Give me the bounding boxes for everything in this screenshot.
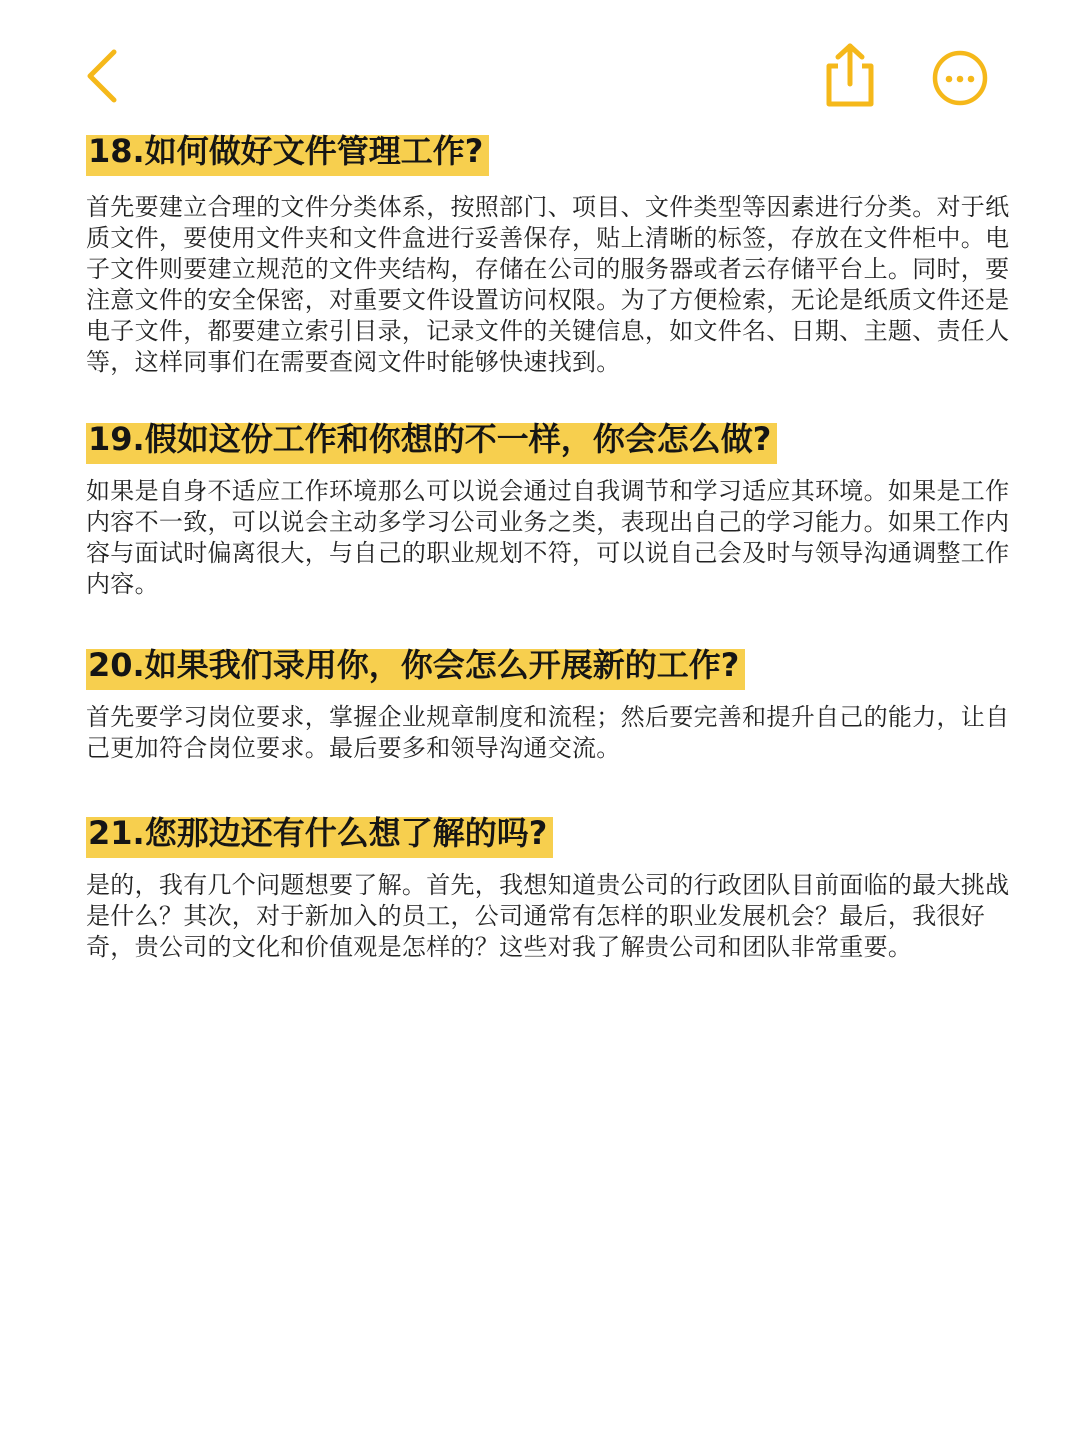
more-horizontal-icon <box>928 46 992 110</box>
article-content <box>86 126 1026 963</box>
question-title: 21.您那边还有什么想了解的吗? <box>86 808 553 858</box>
question-title: 20.如果我们录用你，你会怎么开展新的工作? <box>86 640 745 690</box>
qa-section-18 <box>86 126 1026 378</box>
chevron-left-icon <box>80 44 136 108</box>
answer-text: 首先要学习岗位要求，掌握企业规章制度和流程；然后要完善和提升自己的能力，让自己更加符合岗位要求。最后要多和领导沟通交流。 <box>86 703 1010 762</box>
more-button[interactable] <box>928 46 992 110</box>
qa-section-19 <box>86 414 1026 600</box>
question-title: 18.如何做好文件管理工作? <box>86 126 489 176</box>
top-bar <box>0 0 1080 140</box>
qa-section-21 <box>86 808 1026 963</box>
share-button[interactable] <box>818 40 882 112</box>
question-title: 19.假如这份工作和你想的不一样，你会怎么做? <box>86 414 777 464</box>
qa-section-20 <box>86 640 1026 764</box>
answer-text: 是的，我有几个问题想要了解。首先，我想知道贵公司的行政团队目前面临的最大挑战是什么？其次，对于新加入的员工，公司通常有怎样的职业发展机会？最后，我很好奇，贵公司的文化和价值观是怎样的？这些对我了解贵公司和团队非常重要。 <box>86 871 1010 961</box>
share-icon <box>818 40 882 112</box>
answer-text: 首先要建立合理的文件分类体系，按照部门、项目、文件类型等因素进行分类。对于纸质文件，要使用文件夹和文件盒进行妥善保存，贴上清晰的标签，存放在文件柜中。电子文件则要建立规范的文件夹结构，存储在公司的服务器或者云存储平台上。同时，要注意文件的安全保密，对重要文件设置访问权限。为了方便检索，无论是纸质文件还是电子文件，都要建立索引目录，记录文件的关键信息，如文件名、日期、主题、责任人等，这样同事们在需要查阅文件时能够快速找到。 <box>86 193 1010 376</box>
back-button[interactable] <box>80 44 136 108</box>
answer-text: 如果是自身不适应工作环境那么可以说会通过自我调节和学习适应其环境。如果是工作内容不一致，可以说会主动多学习公司业务之类，表现出自己的学习能力。如果工作内容与面试时偏离很大，与自己的职业规划不符，可以说自己会及时与领导沟通调整工作内容。 <box>86 477 1010 598</box>
